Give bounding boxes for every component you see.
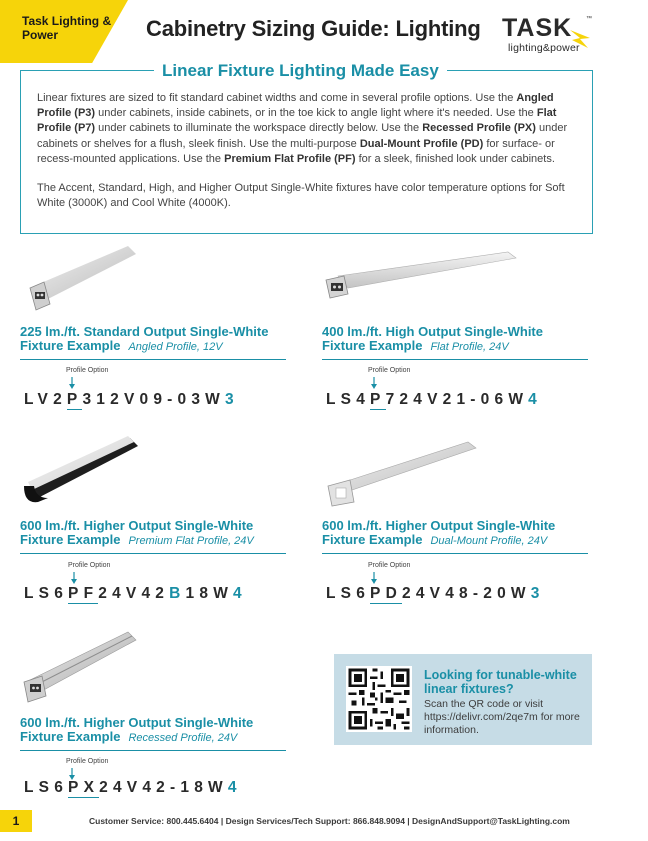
intro-bold-term: Flat Profile (P7) bbox=[37, 107, 557, 135]
code-char: 2 bbox=[98, 585, 113, 602]
code-char: 0 bbox=[139, 391, 154, 408]
part-number bbox=[24, 779, 242, 797]
fixture-subtitle bbox=[20, 339, 223, 354]
profile-option-char: P bbox=[68, 779, 84, 796]
divider bbox=[20, 750, 286, 751]
code-char: 2 bbox=[110, 391, 124, 408]
code-char: S bbox=[38, 779, 55, 796]
intro-text: Linear fixtures are sized to fit standard cabinet widths and come in several profile options. Use the bbox=[37, 92, 517, 104]
code-char: 4 bbox=[142, 779, 157, 796]
code-char: 4 bbox=[233, 585, 247, 602]
intro-text: for a sleek, finished look under cabinets. bbox=[355, 152, 555, 165]
recessed-profile-fixture-image bbox=[20, 628, 140, 710]
intro-text: under cabinets, inside cabinets, or in the toe kick to angle light where it's needed. Use the bbox=[95, 107, 537, 120]
divider bbox=[20, 359, 286, 360]
code-char: 8 bbox=[199, 585, 214, 602]
profile-option-char: P bbox=[66, 391, 83, 408]
code-char: V bbox=[125, 585, 142, 602]
code-char: 2 bbox=[483, 585, 498, 602]
code-char: 2 bbox=[156, 779, 170, 796]
intro-bold-term: Premium Flat Profile (PF) bbox=[224, 152, 356, 165]
part-number bbox=[326, 585, 545, 603]
code-char: 4 bbox=[445, 585, 460, 602]
intro-text: under cabinets to illuminate the workspace directly below. Use the bbox=[95, 122, 423, 135]
profile-option-char: P bbox=[370, 585, 386, 602]
fixture-subtitle bbox=[20, 730, 237, 745]
code-char: 0 bbox=[480, 391, 495, 408]
code-char: L bbox=[24, 391, 38, 408]
intro-bold-term: Dual-Mount Profile (PD) bbox=[359, 137, 484, 150]
code-char: W bbox=[508, 391, 529, 408]
qr-heading: Looking for tunable-white linear fixtures? bbox=[424, 668, 577, 696]
fixture-subtitle-text: Fixture Example bbox=[20, 532, 121, 547]
fixture-subtitle-text: Fixture Example bbox=[322, 338, 423, 353]
intro-body bbox=[37, 91, 583, 211]
page-number: 1 bbox=[0, 810, 32, 832]
fixture-profile: Recessed Profile, 24V bbox=[128, 732, 238, 744]
code-char: 3 bbox=[191, 391, 206, 408]
dual-mount-profile-fixture-image bbox=[322, 438, 482, 508]
part-number bbox=[326, 391, 542, 409]
flat-profile-fixture-image bbox=[322, 250, 522, 310]
qr-code[interactable] bbox=[346, 666, 412, 732]
divider bbox=[20, 553, 286, 554]
code-char: 3 bbox=[530, 585, 545, 602]
fixture-profile: Angled Profile, 12V bbox=[128, 341, 223, 353]
fixture-profile: Premium Flat Profile, 24V bbox=[128, 535, 254, 547]
code-char: 4 bbox=[141, 585, 156, 602]
angled-profile-fixture-image bbox=[20, 244, 140, 320]
arrow-down-icon bbox=[70, 572, 78, 584]
logo-wordmark: TASK bbox=[502, 14, 573, 42]
fixture-subtitle bbox=[20, 533, 254, 548]
arrow-down-icon bbox=[370, 572, 378, 584]
code-char: 2 bbox=[402, 585, 416, 602]
code-char: L bbox=[326, 585, 341, 602]
fixture-title: 600 lm./ft. Higher Output Single-White bbox=[322, 518, 556, 533]
code-char: 4 bbox=[356, 391, 371, 408]
arrow-down-icon bbox=[370, 377, 378, 389]
fixture-subtitle bbox=[322, 339, 509, 354]
fixture-subtitle-text: Fixture Example bbox=[20, 338, 121, 353]
qr-callout bbox=[334, 654, 592, 745]
code-char: 7 bbox=[385, 391, 400, 408]
footer-contact: Customer Service: 800.445.6404 | Design Services/Tech Support: 866.848.9094 | DesignAndSupport@TaskLighting.com bbox=[89, 816, 570, 826]
part-number bbox=[24, 585, 247, 603]
code-char: 1 bbox=[185, 585, 200, 602]
fixture-title: 225 lm./ft. Standard Output Single-White bbox=[20, 324, 269, 339]
intro-paragraph-profiles bbox=[37, 91, 583, 167]
code-char: 4 bbox=[413, 391, 428, 408]
code-char: W bbox=[213, 585, 234, 602]
arrow-down-icon bbox=[68, 377, 76, 389]
code-char: 2 bbox=[399, 391, 414, 408]
code-char: V bbox=[37, 391, 54, 408]
code-char: 8 bbox=[459, 585, 473, 602]
logo-tagline: lighting&power bbox=[508, 42, 580, 54]
profile-option-char: F bbox=[83, 585, 99, 602]
divider bbox=[322, 359, 588, 360]
code-char: 0 bbox=[497, 585, 511, 602]
profile-option-char: P bbox=[68, 585, 84, 602]
code-char: - bbox=[170, 779, 181, 796]
code-char: W bbox=[208, 779, 228, 796]
code-char: - bbox=[167, 391, 178, 408]
intro-text: under cabinets or shelves for a flush, sleek finish. Use the multi-purpose bbox=[37, 122, 568, 150]
code-char: S bbox=[340, 391, 357, 408]
intro-paragraph-colors: The Accent, Standard, High, and Higher Output Single-White fixtures have color temperature options for Soft White (3000K) and Cool White (4000K). bbox=[37, 182, 565, 210]
code-char: W bbox=[510, 585, 531, 602]
fixture-subtitle-text: Fixture Example bbox=[20, 729, 121, 744]
code-char: L bbox=[24, 779, 39, 796]
code-char: L bbox=[326, 391, 341, 408]
code-char: 4 bbox=[415, 585, 430, 602]
code-char: 6 bbox=[54, 585, 69, 602]
page-title: Cabinetry Sizing Guide: Lighting bbox=[146, 16, 481, 41]
fixture-title: 600 lm./ft. Higher Output Single-White bbox=[20, 715, 254, 730]
code-char: V bbox=[126, 779, 143, 796]
profile-option-char: X bbox=[83, 779, 100, 796]
fixture-title: 400 lm./ft. High Output Single-White bbox=[322, 324, 543, 339]
intro-text: for surface- or recess-mounted applications. Use the bbox=[37, 137, 555, 165]
code-char: 4 bbox=[112, 779, 127, 796]
profile-option-label: Profile Option bbox=[66, 758, 109, 765]
code-char: 2 bbox=[155, 585, 170, 602]
code-char: V bbox=[429, 585, 446, 602]
code-char: 6 bbox=[494, 391, 509, 408]
profile-option-label: Profile Option bbox=[368, 562, 411, 569]
code-char: 6 bbox=[54, 779, 69, 796]
code-char: 1 bbox=[96, 391, 111, 408]
profile-option-char: P bbox=[370, 391, 386, 408]
intro-bold-term: Angled Profile (P3) bbox=[37, 92, 554, 120]
code-char: 2 bbox=[53, 391, 67, 408]
code-char: 3 bbox=[225, 391, 239, 408]
code-char: - bbox=[470, 391, 481, 408]
fixture-title: 600 lm./ft. Higher Output Single-White bbox=[20, 518, 254, 533]
code-char: S bbox=[340, 585, 357, 602]
code-char: 4 bbox=[227, 779, 242, 796]
part-number bbox=[24, 391, 239, 409]
profile-option-char: D bbox=[385, 585, 402, 602]
code-char: 4 bbox=[112, 585, 126, 602]
profile-option-label: Profile Option bbox=[68, 562, 111, 569]
intro-heading: Linear Fixture Lighting Made Easy bbox=[154, 61, 447, 81]
code-char: V bbox=[123, 391, 140, 408]
fixture-profile: Flat Profile, 24V bbox=[430, 341, 509, 353]
fixture-profile: Dual-Mount Profile, 24V bbox=[430, 535, 548, 547]
code-char: 2 bbox=[442, 391, 457, 408]
code-char: - bbox=[472, 585, 484, 602]
divider bbox=[322, 553, 588, 554]
code-char: 8 bbox=[194, 779, 209, 796]
code-char: 1 bbox=[180, 779, 195, 796]
code-char: 1 bbox=[456, 391, 471, 408]
profile-option-label: Profile Option bbox=[368, 367, 411, 374]
profile-option-label: Profile Option bbox=[66, 367, 109, 374]
category-label: Task Lighting & Power bbox=[22, 14, 112, 42]
code-char: S bbox=[38, 585, 55, 602]
code-char: 9 bbox=[153, 391, 168, 408]
code-char: 4 bbox=[528, 391, 542, 408]
code-char: B bbox=[169, 585, 186, 602]
code-char: 2 bbox=[99, 779, 113, 796]
task-logo bbox=[502, 14, 602, 56]
code-char: V bbox=[427, 391, 443, 408]
code-char: 0 bbox=[177, 391, 192, 408]
code-char: W bbox=[205, 391, 226, 408]
code-char: 6 bbox=[356, 585, 371, 602]
qr-description: Scan the QR code or visit https://delivr.com/2qe7m for more information. bbox=[424, 698, 580, 736]
premium-flat-profile-fixture-image bbox=[20, 434, 140, 510]
logo-trademark: ™ bbox=[586, 16, 592, 22]
intro-bold-term: Recessed Profile (PX) bbox=[422, 122, 536, 135]
code-char: L bbox=[24, 585, 39, 602]
code-char: 3 bbox=[82, 391, 97, 408]
fixture-subtitle-text: Fixture Example bbox=[322, 532, 423, 547]
fixture-subtitle bbox=[322, 533, 547, 548]
